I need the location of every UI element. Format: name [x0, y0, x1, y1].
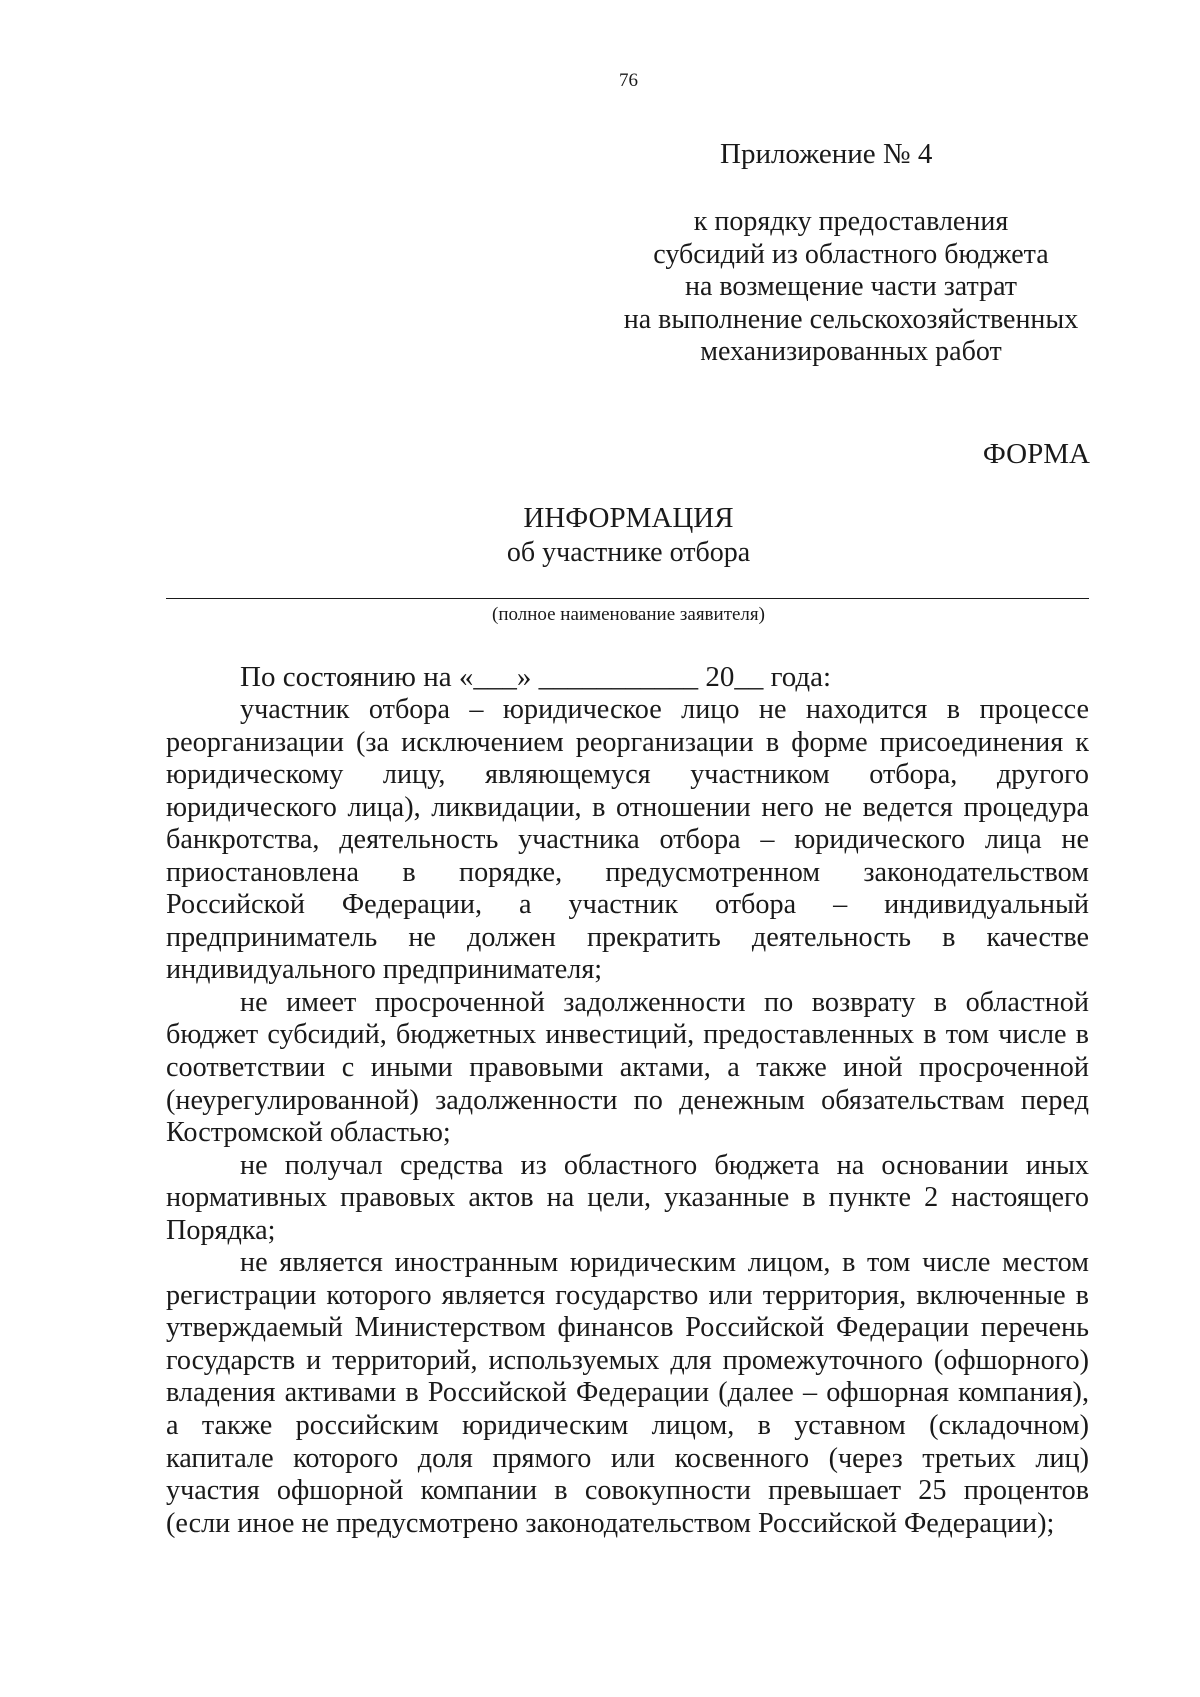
paragraph-line: Костромской областью;	[166, 1117, 451, 1149]
paragraph-line: не является иностранным юридическим лицом, в том числе местом	[240, 1247, 1089, 1279]
paragraph-line: Российской Федерации, а участник отбора – индивидуальный	[166, 889, 1089, 921]
page-number: 76	[619, 70, 638, 91]
paragraph-line: индивидуального предпринимателя;	[166, 954, 603, 986]
document-subtitle: об участнике отбора	[506, 537, 751, 568]
form-label: ФОРМА	[982, 438, 1090, 470]
paragraph-line: реорганизации (за исключением реорганизации в форме присоединения к	[166, 726, 1089, 758]
paragraph-line: регистрации которого является государство или территория, включенные в	[166, 1279, 1089, 1311]
paragraph-line: соответствии с иными правовыми актами, а также иной просроченной	[166, 1052, 1089, 1084]
paragraph	[166, 1150, 1089, 1248]
body-text	[166, 694, 1089, 1540]
appendix-line: на выполнение сельскохозяйственных	[623, 303, 1079, 335]
appendix-line: механизированных работ	[700, 336, 1002, 367]
appendix-line: субсидий из областного бюджета	[653, 238, 1049, 270]
paragraph-line: приостановлена в порядке, предусмотренном законодательством	[166, 856, 1089, 888]
paragraph	[166, 1247, 1089, 1540]
paragraph-line: участия офшорной компании в совокупности превышает 25 процентов	[166, 1475, 1089, 1507]
paragraph-line: бюджет субсидий, бюджетных инвестиций, предоставленных в том числе в	[166, 1019, 1089, 1051]
appendix-description	[560, 206, 1142, 369]
appendix-line: на возмещение части затрат	[684, 271, 1018, 302]
paragraph	[166, 694, 1089, 987]
paragraph-line: (если иное не предусмотрено законодательством Российской Федерации);	[166, 1507, 1055, 1539]
paragraph-line: капитале которого доля прямого или косвенного (через третьих лиц)	[166, 1442, 1089, 1474]
paragraph-line: не получал средства из областного бюджета на основании иных	[240, 1149, 1089, 1181]
appendix-line: к порядку предоставления	[693, 206, 1009, 237]
paragraph-line: Порядка;	[166, 1214, 276, 1246]
paragraph-line: не имеет просроченной задолженности по возврату в областной	[240, 986, 1089, 1018]
appendix-title: Приложение № 4	[720, 138, 933, 170]
paragraph-line: владения активами в Российской Федерации (далее – офшорная компания),	[166, 1377, 1089, 1409]
paragraph-line: а также российским юридическим лицом, в уставном (складочном)	[166, 1410, 1089, 1442]
paragraph-line: участник отбора – юридическое лицо не находится в процессе	[240, 694, 1089, 725]
applicant-name-caption: (полное наименование заявителя)	[492, 604, 765, 625]
paragraph-line: утверждаемый Министерством финансов Российской Федерации перечень	[166, 1312, 1089, 1344]
paragraph-line: юридическому лицу, являющемуся участником отбора, другого	[166, 759, 1089, 791]
paragraph-line: (неурегулированной) задолженности по денежным обязательствам перед	[166, 1084, 1089, 1116]
paragraph-line: предприниматель не должен прекратить деятельность в качестве	[166, 921, 1089, 953]
document-title: ИНФОРМАЦИЯ	[523, 502, 734, 534]
applicant-name-line	[166, 598, 1089, 599]
as-of-date-line: По состоянию на «___» ___________ 20__ года:	[240, 661, 832, 693]
paragraph-line: банкротства, деятельность участника отбора – юридического лица не	[166, 824, 1089, 856]
paragraph-line: нормативных правовых актов на цели, указанные в пункте 2 настоящего	[166, 1182, 1089, 1214]
paragraph	[166, 987, 1089, 1150]
paragraph-line: юридического лица), ликвидации, в отношении него не ведется процедура	[166, 791, 1089, 823]
paragraph-line: государств и территорий, используемых для промежуточного (офшорного)	[166, 1344, 1089, 1376]
